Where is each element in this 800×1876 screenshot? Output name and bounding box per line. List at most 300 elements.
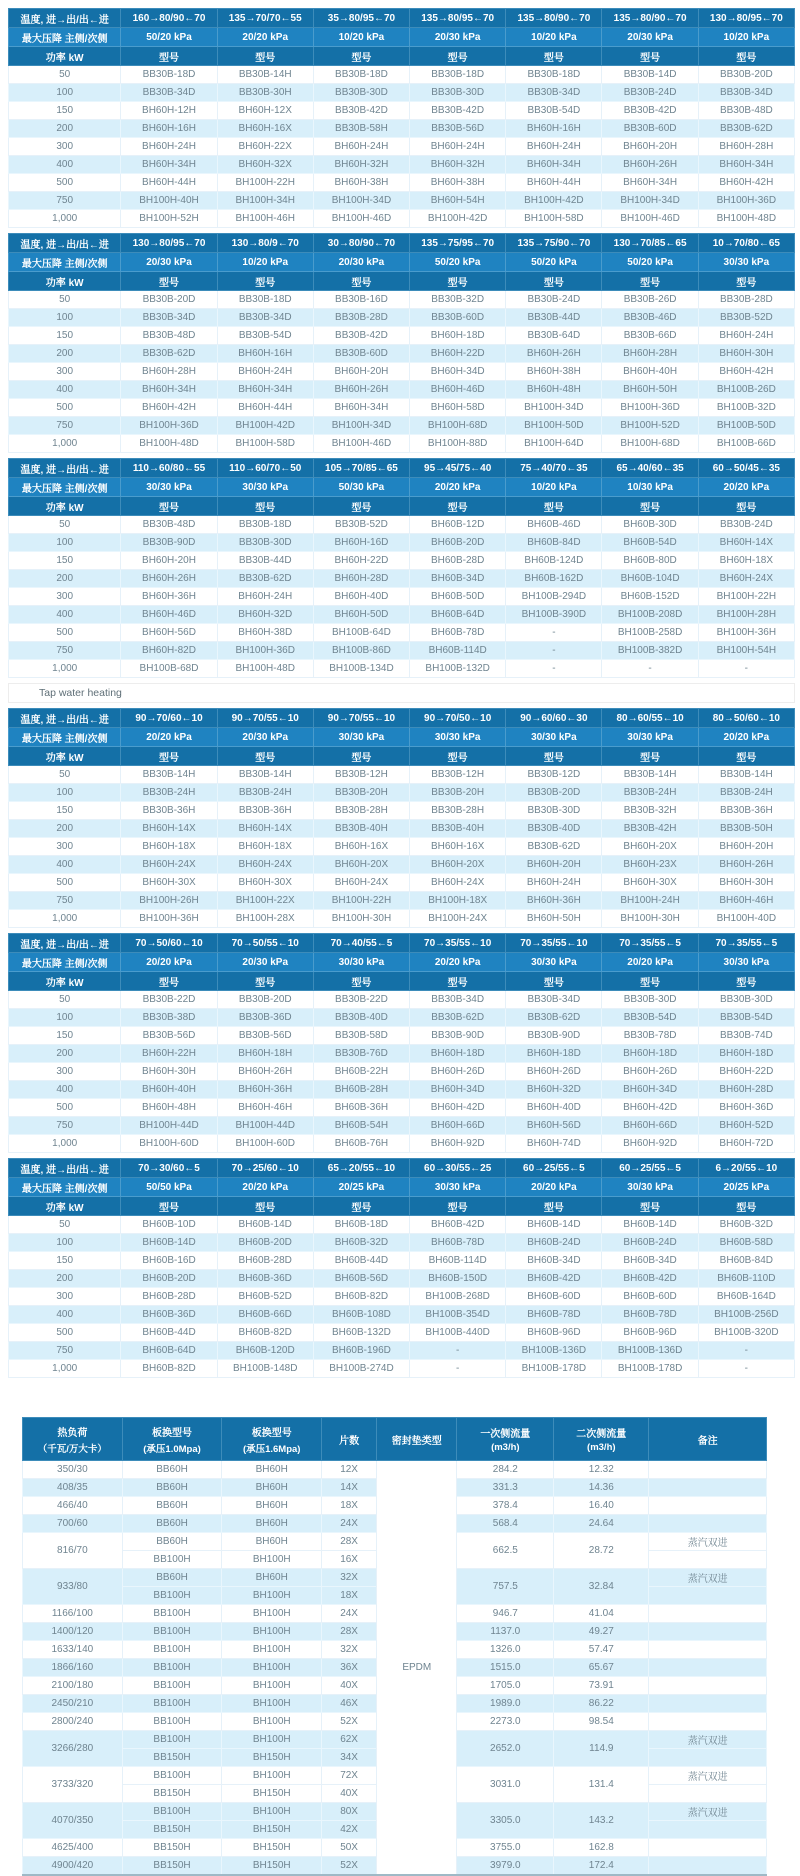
model-cell: BH100H-46D <box>313 210 409 228</box>
model-cell: BH60B-30D <box>602 516 698 534</box>
model-cell: BH60H-38H <box>410 174 506 192</box>
primary-flow-cell: 1326.0 <box>457 1641 554 1659</box>
model-cell: BH60B-24D <box>506 1234 602 1252</box>
model-cell: BH100B-274D <box>313 1360 409 1378</box>
power-cell: 750 <box>9 192 121 210</box>
model-1mpa-cell: BB100H <box>122 1641 222 1659</box>
model-16mpa-cell: BH100H <box>222 1803 322 1821</box>
model-cell: BB30B-20D <box>698 66 794 84</box>
model-cell: BH60H-44H <box>217 399 313 417</box>
temp-cell: 130→70/85←65 <box>602 234 698 253</box>
model-cell: BH60H-48H <box>506 381 602 399</box>
model-cell: BH60H-92D <box>602 1135 698 1153</box>
power-cell: 750 <box>9 892 121 910</box>
pressure-cell: 30/30 kPa <box>506 728 602 747</box>
pressure-cell: 20/30 kPa <box>313 253 409 272</box>
model-16mpa-cell: BH60H <box>222 1479 322 1497</box>
secondary-flow-cell: 32.84 <box>554 1569 649 1605</box>
model-row <box>9 1081 795 1099</box>
model-row <box>9 991 795 1009</box>
power-cell: 50 <box>9 1216 121 1234</box>
model-row <box>9 1045 795 1063</box>
model-cell: BH60H-20H <box>698 838 794 856</box>
pressure-cell: 30/30 kPa <box>698 253 794 272</box>
power-row-label: 功率 kW <box>9 747 121 766</box>
model-cell: BB30B-40H <box>410 820 506 838</box>
heat-load-cell: 4070/350 <box>23 1803 123 1839</box>
power-cell: 50 <box>9 991 121 1009</box>
model-16mpa-cell: BH150H <box>222 1785 322 1803</box>
model-cell: BH60H-34H <box>698 156 794 174</box>
model-cell: BB30B-40D <box>506 820 602 838</box>
model-cell: BB30B-52D <box>698 309 794 327</box>
power-cell: 50 <box>9 516 121 534</box>
plate-count-cell: 32X <box>322 1641 377 1659</box>
model-cell: BB30B-12D <box>506 766 602 784</box>
temp-cell: 105→70/85←65 <box>313 459 409 478</box>
temp-cell: 135→80/95←70 <box>410 9 506 28</box>
model-cell: BB30B-22D <box>313 991 409 1009</box>
model-16mpa-cell: BH100H <box>222 1551 322 1569</box>
model-1mpa-cell: BB60H <box>122 1497 222 1515</box>
model-cell: BH60H-28D <box>698 1081 794 1099</box>
model-cell: BH60B-84D <box>506 534 602 552</box>
model-1mpa-cell: BB150H <box>122 1857 222 1876</box>
model-row <box>9 534 795 552</box>
model-cell: BB30B-20D <box>506 784 602 802</box>
pressure-cell: 50/20 kPa <box>121 28 217 47</box>
model-cell: BH100H-52D <box>602 417 698 435</box>
model-cell: BB30B-36H <box>698 802 794 820</box>
model-cell: BH100H-30H <box>313 910 409 928</box>
model-row <box>9 892 795 910</box>
model-row <box>9 156 795 174</box>
model-cell: BH60B-54D <box>602 534 698 552</box>
temp-cell: 90→70/55←10 <box>313 709 409 728</box>
model-cell: - <box>602 660 698 678</box>
temp-cell: 135→70/70←55 <box>217 9 313 28</box>
model-cell: BH60H-38H <box>506 363 602 381</box>
model-16mpa-cell: BH150H <box>222 1749 322 1767</box>
model-cell: BH60B-66D <box>217 1306 313 1324</box>
temp-cell: 95→45/75←40 <box>410 459 506 478</box>
model-cell: BH60H-22H <box>121 1045 217 1063</box>
model-1mpa-cell: BB100H <box>122 1695 222 1713</box>
model-row <box>9 588 795 606</box>
model-cell: BH60H-22D <box>410 345 506 363</box>
model-row <box>9 66 795 84</box>
model-cell: BH60H-26H <box>602 156 698 174</box>
pressure-cell: 10/30 kPa <box>602 478 698 497</box>
plate-count-cell: 40X <box>322 1677 377 1695</box>
model-16mpa-cell: BH60H <box>222 1569 322 1587</box>
model-1mpa-cell: BB150H <box>122 1785 222 1803</box>
model-cell: BH60B-34D <box>506 1252 602 1270</box>
model-cell: BB30B-36H <box>217 802 313 820</box>
power-cell: 150 <box>9 327 121 345</box>
model-cell: BH60B-164D <box>698 1288 794 1306</box>
temp-cell: 60→30/55←25 <box>410 1159 506 1178</box>
model-cell: BH60H-38D <box>217 624 313 642</box>
model-row <box>9 1342 795 1360</box>
model-cell: BB30B-20H <box>410 784 506 802</box>
model-cell: BH60B-44D <box>121 1324 217 1342</box>
model-cell: BH60H-24H <box>217 588 313 606</box>
model-cell: BH60B-104D <box>602 570 698 588</box>
model-header-cell: 型号 <box>506 1197 602 1216</box>
primary-flow-cell: 1705.0 <box>457 1677 554 1695</box>
model-cell: BB30B-62D <box>506 838 602 856</box>
model-cell: - <box>506 642 602 660</box>
model-cell: BH100H-24H <box>602 892 698 910</box>
model-row <box>9 84 795 102</box>
temp-cell: 70→50/60←10 <box>121 934 217 953</box>
model-cell: BH60B-34D <box>410 570 506 588</box>
model-cell: BB30B-26D <box>602 291 698 309</box>
model-cell: BH60B-120D <box>217 1342 313 1360</box>
model-cell: BB30B-42H <box>602 820 698 838</box>
primary-flow-cell: 1989.0 <box>457 1695 554 1713</box>
model-cell: BH60H-26H <box>313 381 409 399</box>
model-cell: BH60B-32D <box>698 1216 794 1234</box>
model-cell: BH100H-26H <box>121 892 217 910</box>
model-row <box>9 363 795 381</box>
model-cell: BH60H-66D <box>410 1117 506 1135</box>
model-cell: BB30B-90D <box>506 1027 602 1045</box>
model-1mpa-cell: BB60H <box>122 1533 222 1551</box>
model-cell: BB30B-66D <box>602 327 698 345</box>
plate-count-cell: 50X <box>322 1839 377 1857</box>
pressure-cell: 10/20 kPa <box>217 253 313 272</box>
power-cell: 300 <box>9 588 121 606</box>
model-cell: BH60H-48H <box>121 1099 217 1117</box>
model-cell: BH100B-294D <box>506 588 602 606</box>
model-cell: BH60H-92D <box>410 1135 506 1153</box>
model-cell: BH60H-26D <box>410 1063 506 1081</box>
model-cell: BB30B-30D <box>698 991 794 1009</box>
model-cell: BH60B-14D <box>217 1216 313 1234</box>
model-cell: BB30B-62D <box>410 1009 506 1027</box>
model-16mpa-cell: BH100H <box>222 1767 322 1785</box>
model-header-row <box>9 972 795 991</box>
model-cell: BB30B-24D <box>698 516 794 534</box>
model-cell: BH60H-20H <box>313 363 409 381</box>
model-cell: BH60H-18D <box>698 1045 794 1063</box>
model-cell: BB30B-58D <box>313 1027 409 1045</box>
model-cell: BH100H-36D <box>602 399 698 417</box>
model-cell: BH100H-34D <box>313 417 409 435</box>
power-cell: 500 <box>9 874 121 892</box>
temp-header-row <box>9 459 795 478</box>
model-cell: BB30B-62D <box>506 1009 602 1027</box>
model-cell: BH100H-46H <box>217 210 313 228</box>
model-cell: BH60H-42H <box>698 363 794 381</box>
heat-load-cell: 4625/400 <box>23 1839 123 1857</box>
model-header-cell: 型号 <box>121 747 217 766</box>
power-row-label: 功率 kW <box>9 972 121 991</box>
power-cell: 400 <box>9 1081 121 1099</box>
plate-count-cell: 42X <box>322 1821 377 1839</box>
temp-cell: 130→80/95←70 <box>698 9 794 28</box>
model-cell: BH60B-124D <box>506 552 602 570</box>
model-cell: BH60B-44D <box>313 1252 409 1270</box>
model-cell: BH60H-20H <box>506 856 602 874</box>
model-cell: BB30B-56D <box>217 1027 313 1045</box>
model-cell: BB30B-34D <box>410 991 506 1009</box>
model-cell: BB30B-54D <box>602 1009 698 1027</box>
model-cell: BH60B-18D <box>313 1216 409 1234</box>
model-header-row <box>9 497 795 516</box>
temp-cell: 110→60/70←50 <box>217 459 313 478</box>
model-cell: BH60H-72D <box>698 1135 794 1153</box>
model-1mpa-cell: BB150H <box>122 1839 222 1857</box>
temp-cell: 130→80/95←70 <box>121 234 217 253</box>
power-cell: 100 <box>9 534 121 552</box>
model-cell: BH60H-74D <box>506 1135 602 1153</box>
model-cell: BH100B-320D <box>698 1324 794 1342</box>
heat-load-cell: 350/30 <box>23 1461 123 1479</box>
model-cell: BB30B-60D <box>410 309 506 327</box>
model-cell: BH60H-16H <box>506 120 602 138</box>
model-cell: BH100B-440D <box>410 1324 506 1342</box>
model-cell: BH60B-96D <box>602 1324 698 1342</box>
primary-flow-cell: 3755.0 <box>457 1839 554 1857</box>
model-cell: BH60B-58D <box>698 1234 794 1252</box>
power-cell: 200 <box>9 1270 121 1288</box>
remark-cell <box>649 1821 767 1839</box>
model-row <box>9 606 795 624</box>
power-cell: 300 <box>9 1063 121 1081</box>
model-row <box>9 1135 795 1153</box>
model-cell: BH60H-34H <box>121 156 217 174</box>
model-cell: BH60H-30H <box>121 1063 217 1081</box>
power-cell: 300 <box>9 1288 121 1306</box>
model-cell: BH60H-18X <box>217 838 313 856</box>
remark-cell <box>649 1785 767 1803</box>
pressure-cell: 20/30 kPa <box>410 28 506 47</box>
pressure-cell: 20/30 kPa <box>217 728 313 747</box>
model-cell: BH60H-26D <box>506 1063 602 1081</box>
model-1mpa-cell: BB60H <box>122 1461 222 1479</box>
model-cell: BH100H-48D <box>217 660 313 678</box>
model-header-cell: 型号 <box>602 1197 698 1216</box>
model-cell: BH100B-178D <box>506 1360 602 1378</box>
model-16mpa-cell: BH100H <box>222 1623 322 1641</box>
model-cell: BH60H-32H <box>313 156 409 174</box>
model-table-2 <box>8 233 795 453</box>
remark-cell <box>649 1605 767 1623</box>
model-cell: BB30B-34D <box>506 84 602 102</box>
model-cell: BB30B-30H <box>217 84 313 102</box>
model-table-4 <box>8 708 795 928</box>
model-cell: BH100H-36D <box>217 642 313 660</box>
model-cell: BH100H-22H <box>698 588 794 606</box>
pressure-row-label: 最大压降 主侧/次侧 <box>9 28 121 47</box>
model-1mpa-cell: BB60H <box>122 1569 222 1587</box>
model-cell: BH60H-34D <box>602 1081 698 1099</box>
model-row <box>9 516 795 534</box>
model-cell: BH60H-40H <box>121 1081 217 1099</box>
model-cell: BH60B-78D <box>410 624 506 642</box>
model-cell: BH60H-22X <box>217 138 313 156</box>
power-cell: 1,000 <box>9 435 121 453</box>
power-cell: 400 <box>9 856 121 874</box>
plate-count-cell: 80X <box>322 1803 377 1821</box>
model-header-cell: 型号 <box>410 47 506 66</box>
model-cell: BH100H-60D <box>121 1135 217 1153</box>
secondary-flow-cell: 172.4 <box>554 1857 649 1876</box>
model-cell: BH60H-18D <box>410 327 506 345</box>
model-cell: BB30B-18D <box>410 66 506 84</box>
model-cell: BH60B-28D <box>217 1252 313 1270</box>
model-cell: BH60H-24X <box>313 874 409 892</box>
model-cell: BH60H-14X <box>217 820 313 838</box>
plate-count-cell: 72X <box>322 1767 377 1785</box>
model-table-3 <box>8 458 795 678</box>
model-cell: BH60H-28D <box>313 570 409 588</box>
pressure-cell: 20/20 kPa <box>121 953 217 972</box>
model-row <box>9 642 795 660</box>
model-cell: BB30B-44D <box>506 309 602 327</box>
power-cell: 400 <box>9 381 121 399</box>
model-cell: BH60H-18D <box>602 1045 698 1063</box>
model-cell: BH60B-54H <box>313 1117 409 1135</box>
model-cell: BH60H-20H <box>602 138 698 156</box>
spec-table <box>22 1417 767 1876</box>
model-cell: BH100B-32D <box>698 399 794 417</box>
pressure-cell: 30/30 kPa <box>602 1178 698 1197</box>
power-cell: 100 <box>9 1009 121 1027</box>
model-row <box>9 192 795 210</box>
plate-count-cell: 14X <box>322 1479 377 1497</box>
temp-cell: 130→80/9←70 <box>217 234 313 253</box>
model-cell: BH60B-42D <box>602 1270 698 1288</box>
secondary-flow-cell: 57.47 <box>554 1641 649 1659</box>
model-cell: BH60H-18H <box>217 1045 313 1063</box>
model-row <box>9 784 795 802</box>
model-cell: BH60B-152D <box>602 588 698 606</box>
model-cell: BB30B-54D <box>698 1009 794 1027</box>
power-cell: 100 <box>9 309 121 327</box>
heat-load-cell: 3266/280 <box>23 1731 123 1767</box>
power-cell: 400 <box>9 606 121 624</box>
model-cell: BH60H-54H <box>410 192 506 210</box>
model-1mpa-cell: BB100H <box>122 1551 222 1569</box>
model-cell: BH60B-36D <box>121 1306 217 1324</box>
model-cell: BB30B-54D <box>506 102 602 120</box>
primary-flow-cell: 662.5 <box>457 1533 554 1569</box>
model-cell: BH100B-66D <box>698 435 794 453</box>
remark-cell <box>649 1587 767 1605</box>
spec-header-cell: 二次侧流量 (m3/h) <box>554 1418 649 1461</box>
model-cell: BH60H-46D <box>121 606 217 624</box>
model-cell: BH60H-26D <box>602 1063 698 1081</box>
pressure-row-label: 最大压降 主侧/次侧 <box>9 953 121 972</box>
remark-cell: 蒸汽双进 <box>649 1767 767 1785</box>
model-cell: BH100H-34H <box>217 192 313 210</box>
secondary-flow-cell: 86.22 <box>554 1695 649 1713</box>
model-header-cell: 型号 <box>698 47 794 66</box>
temp-cell: 110→60/80←55 <box>121 459 217 478</box>
power-cell: 500 <box>9 1099 121 1117</box>
spec-header-cell: 片数 <box>322 1418 377 1461</box>
model-cell: BH100B-208D <box>602 606 698 624</box>
model-cell: BH100H-40D <box>698 910 794 928</box>
model-cell: BH60B-114D <box>410 642 506 660</box>
secondary-flow-cell: 41.04 <box>554 1605 649 1623</box>
model-cell: BH60B-32D <box>313 1234 409 1252</box>
model-header-cell: 型号 <box>698 1197 794 1216</box>
model-cell: BB30B-42D <box>313 327 409 345</box>
model-cell: BH60B-20D <box>121 1270 217 1288</box>
model-cell: BH60H-30H <box>698 874 794 892</box>
model-cell: BB30B-16D <box>313 291 409 309</box>
pressure-row-label: 最大压降 主侧/次侧 <box>9 728 121 747</box>
model-cell: BH60H-34H <box>506 156 602 174</box>
model-row <box>9 570 795 588</box>
model-cell: BH100H-34D <box>602 192 698 210</box>
model-cell: BH60B-20D <box>217 1234 313 1252</box>
model-cell: BH100H-54H <box>698 642 794 660</box>
model-header-cell: 型号 <box>217 47 313 66</box>
temp-cell: 60→25/55←5 <box>506 1159 602 1178</box>
model-cell: BB30B-62D <box>121 345 217 363</box>
model-row <box>9 874 795 892</box>
model-cell: BH60H-36H <box>121 588 217 606</box>
model-cell: - <box>506 624 602 642</box>
model-header-row <box>9 747 795 766</box>
model-cell: BB30B-52D <box>313 516 409 534</box>
model-cell: BB30B-24D <box>602 84 698 102</box>
primary-flow-cell: 378.4 <box>457 1497 554 1515</box>
power-cell: 1,000 <box>9 910 121 928</box>
power-cell: 150 <box>9 1252 121 1270</box>
pressure-row-label: 最大压降 主侧/次侧 <box>9 1178 121 1197</box>
plate-count-cell: 18X <box>322 1587 377 1605</box>
power-cell: 100 <box>9 784 121 802</box>
pressure-cell: 30/30 kPa <box>410 728 506 747</box>
model-header-cell: 型号 <box>313 272 409 291</box>
spec-header-row <box>23 1418 767 1461</box>
model-cell: BH100H-18X <box>410 892 506 910</box>
model-cell: BB30B-12H <box>313 766 409 784</box>
model-cell: BH60B-110D <box>698 1270 794 1288</box>
power-cell: 500 <box>9 1324 121 1342</box>
power-cell: 150 <box>9 802 121 820</box>
model-cell: BB30B-18D <box>217 291 313 309</box>
model-cell: BH100H-58D <box>506 210 602 228</box>
model-row <box>9 1324 795 1342</box>
temp-cell: 70→30/60←5 <box>121 1159 217 1178</box>
temp-row-label: 温度, 进→出/出←进 <box>9 9 121 28</box>
model-cell: BH100B-136D <box>506 1342 602 1360</box>
model-cell: BH60H-50D <box>313 606 409 624</box>
pressure-cell: 30/30 kPa <box>313 953 409 972</box>
model-row <box>9 766 795 784</box>
model-cell: BH60H-16X <box>410 838 506 856</box>
model-cell: BH60B-16D <box>121 1252 217 1270</box>
heat-load-cell: 1166/100 <box>23 1605 123 1623</box>
temp-header-row <box>9 234 795 253</box>
model-row <box>9 327 795 345</box>
model-header-cell: 型号 <box>506 272 602 291</box>
pressure-cell: 20/25 kPa <box>313 1178 409 1197</box>
temp-cell: 65→40/60←35 <box>602 459 698 478</box>
temp-cell: 70→35/55←5 <box>698 934 794 953</box>
model-cell: BB30B-44D <box>217 552 313 570</box>
model-cell: BH100H-46D <box>602 210 698 228</box>
secondary-flow-cell: 14.36 <box>554 1479 649 1497</box>
